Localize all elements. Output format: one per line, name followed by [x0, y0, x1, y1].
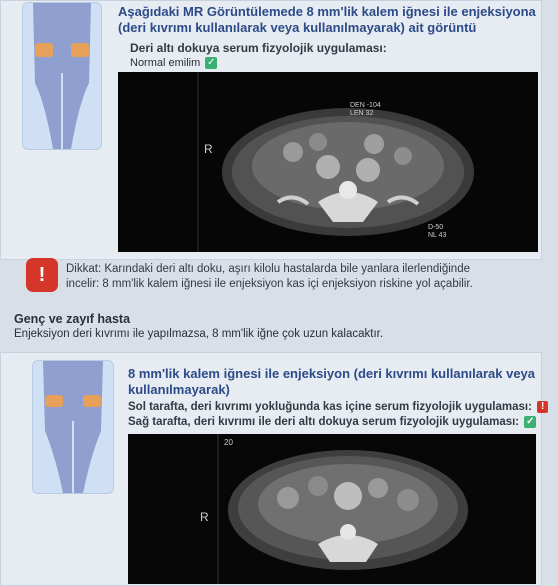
- warning-icon: !: [26, 258, 58, 292]
- top-title-line1: Aşağıdaki MR Görüntülemede 8 mm'lik kalem iğnesi ile enjeksiyona: [118, 4, 536, 19]
- ct-image-top: [118, 72, 538, 252]
- top-title: [118, 4, 538, 36]
- exclamation-icon: !: [537, 401, 548, 413]
- young-heading: Genç ve zayıf hasta: [14, 312, 131, 326]
- check-icon-bottom: ✓: [526, 415, 535, 427]
- top-subtitle: Deri altı dokuya serum fizyolojik uygulaması:: [130, 41, 387, 55]
- bottom-title-line2: kullanılmayarak): [128, 382, 230, 397]
- warning-line2: incelir: 8 mm'lik kalem iğnesi ile enjeksiyon kas içi enjeksiyon riskine yol açabilir.: [66, 278, 473, 290]
- bottom-title: [128, 366, 538, 398]
- young-text: Enjeksiyon deri kıvrımı ile yapılmazsa, 8 mm'lik iğne çok uzun kalacaktır.: [14, 328, 384, 340]
- ct-scale-label: 20: [224, 438, 233, 447]
- top-status: [130, 56, 217, 70]
- ct-image-bottom: [128, 434, 536, 584]
- ct-scan-top: [118, 72, 538, 252]
- torso-illustration-top: [23, 3, 101, 149]
- body-thumbnail-top: [22, 2, 102, 150]
- torso-illustration-bottom: [33, 361, 113, 493]
- ct-readout-2: LEN 32: [350, 110, 374, 117]
- ct-orientation-label-bottom: R: [200, 510, 209, 524]
- ct-orientation-label-top: R: [204, 142, 213, 156]
- body-thumbnail-bottom: [32, 360, 114, 494]
- warning-line1: Dikkat: Karındaki deri altı doku, aşırı kilolu hastalarda bile yanlara ilerlendiğinde: [66, 263, 470, 275]
- ct-readout-1: DEN -104: [350, 102, 381, 109]
- check-icon: ✓: [207, 57, 216, 69]
- ct-scan-bottom: [128, 434, 536, 584]
- bottom-left-text: Sol tarafta, deri kıvrımı yokluğunda kas içine serum fizyolojik uygulaması:: [128, 401, 532, 413]
- ct-readout-3: D-50: [428, 224, 444, 231]
- bottom-right-text: Sağ tarafta, deri kıvrımı ile deri altı dokuya serum fizyolojik uygulaması:: [128, 416, 520, 428]
- top-status-text: Normal emilim: [130, 57, 201, 69]
- ct-readout-4: NL 43: [428, 232, 447, 239]
- bottom-left-result: [128, 400, 548, 415]
- bottom-right-result: [128, 415, 536, 430]
- top-title-line2: (deri kıvrımı kullanılarak veya kullanılmayarak) ait görüntü: [118, 20, 477, 35]
- bottom-title-line1: 8 mm'lik kalem iğnesi ile enjeksiyon (deri kıvrımı kullanılarak veya: [128, 366, 536, 381]
- warning-text: [66, 262, 536, 292]
